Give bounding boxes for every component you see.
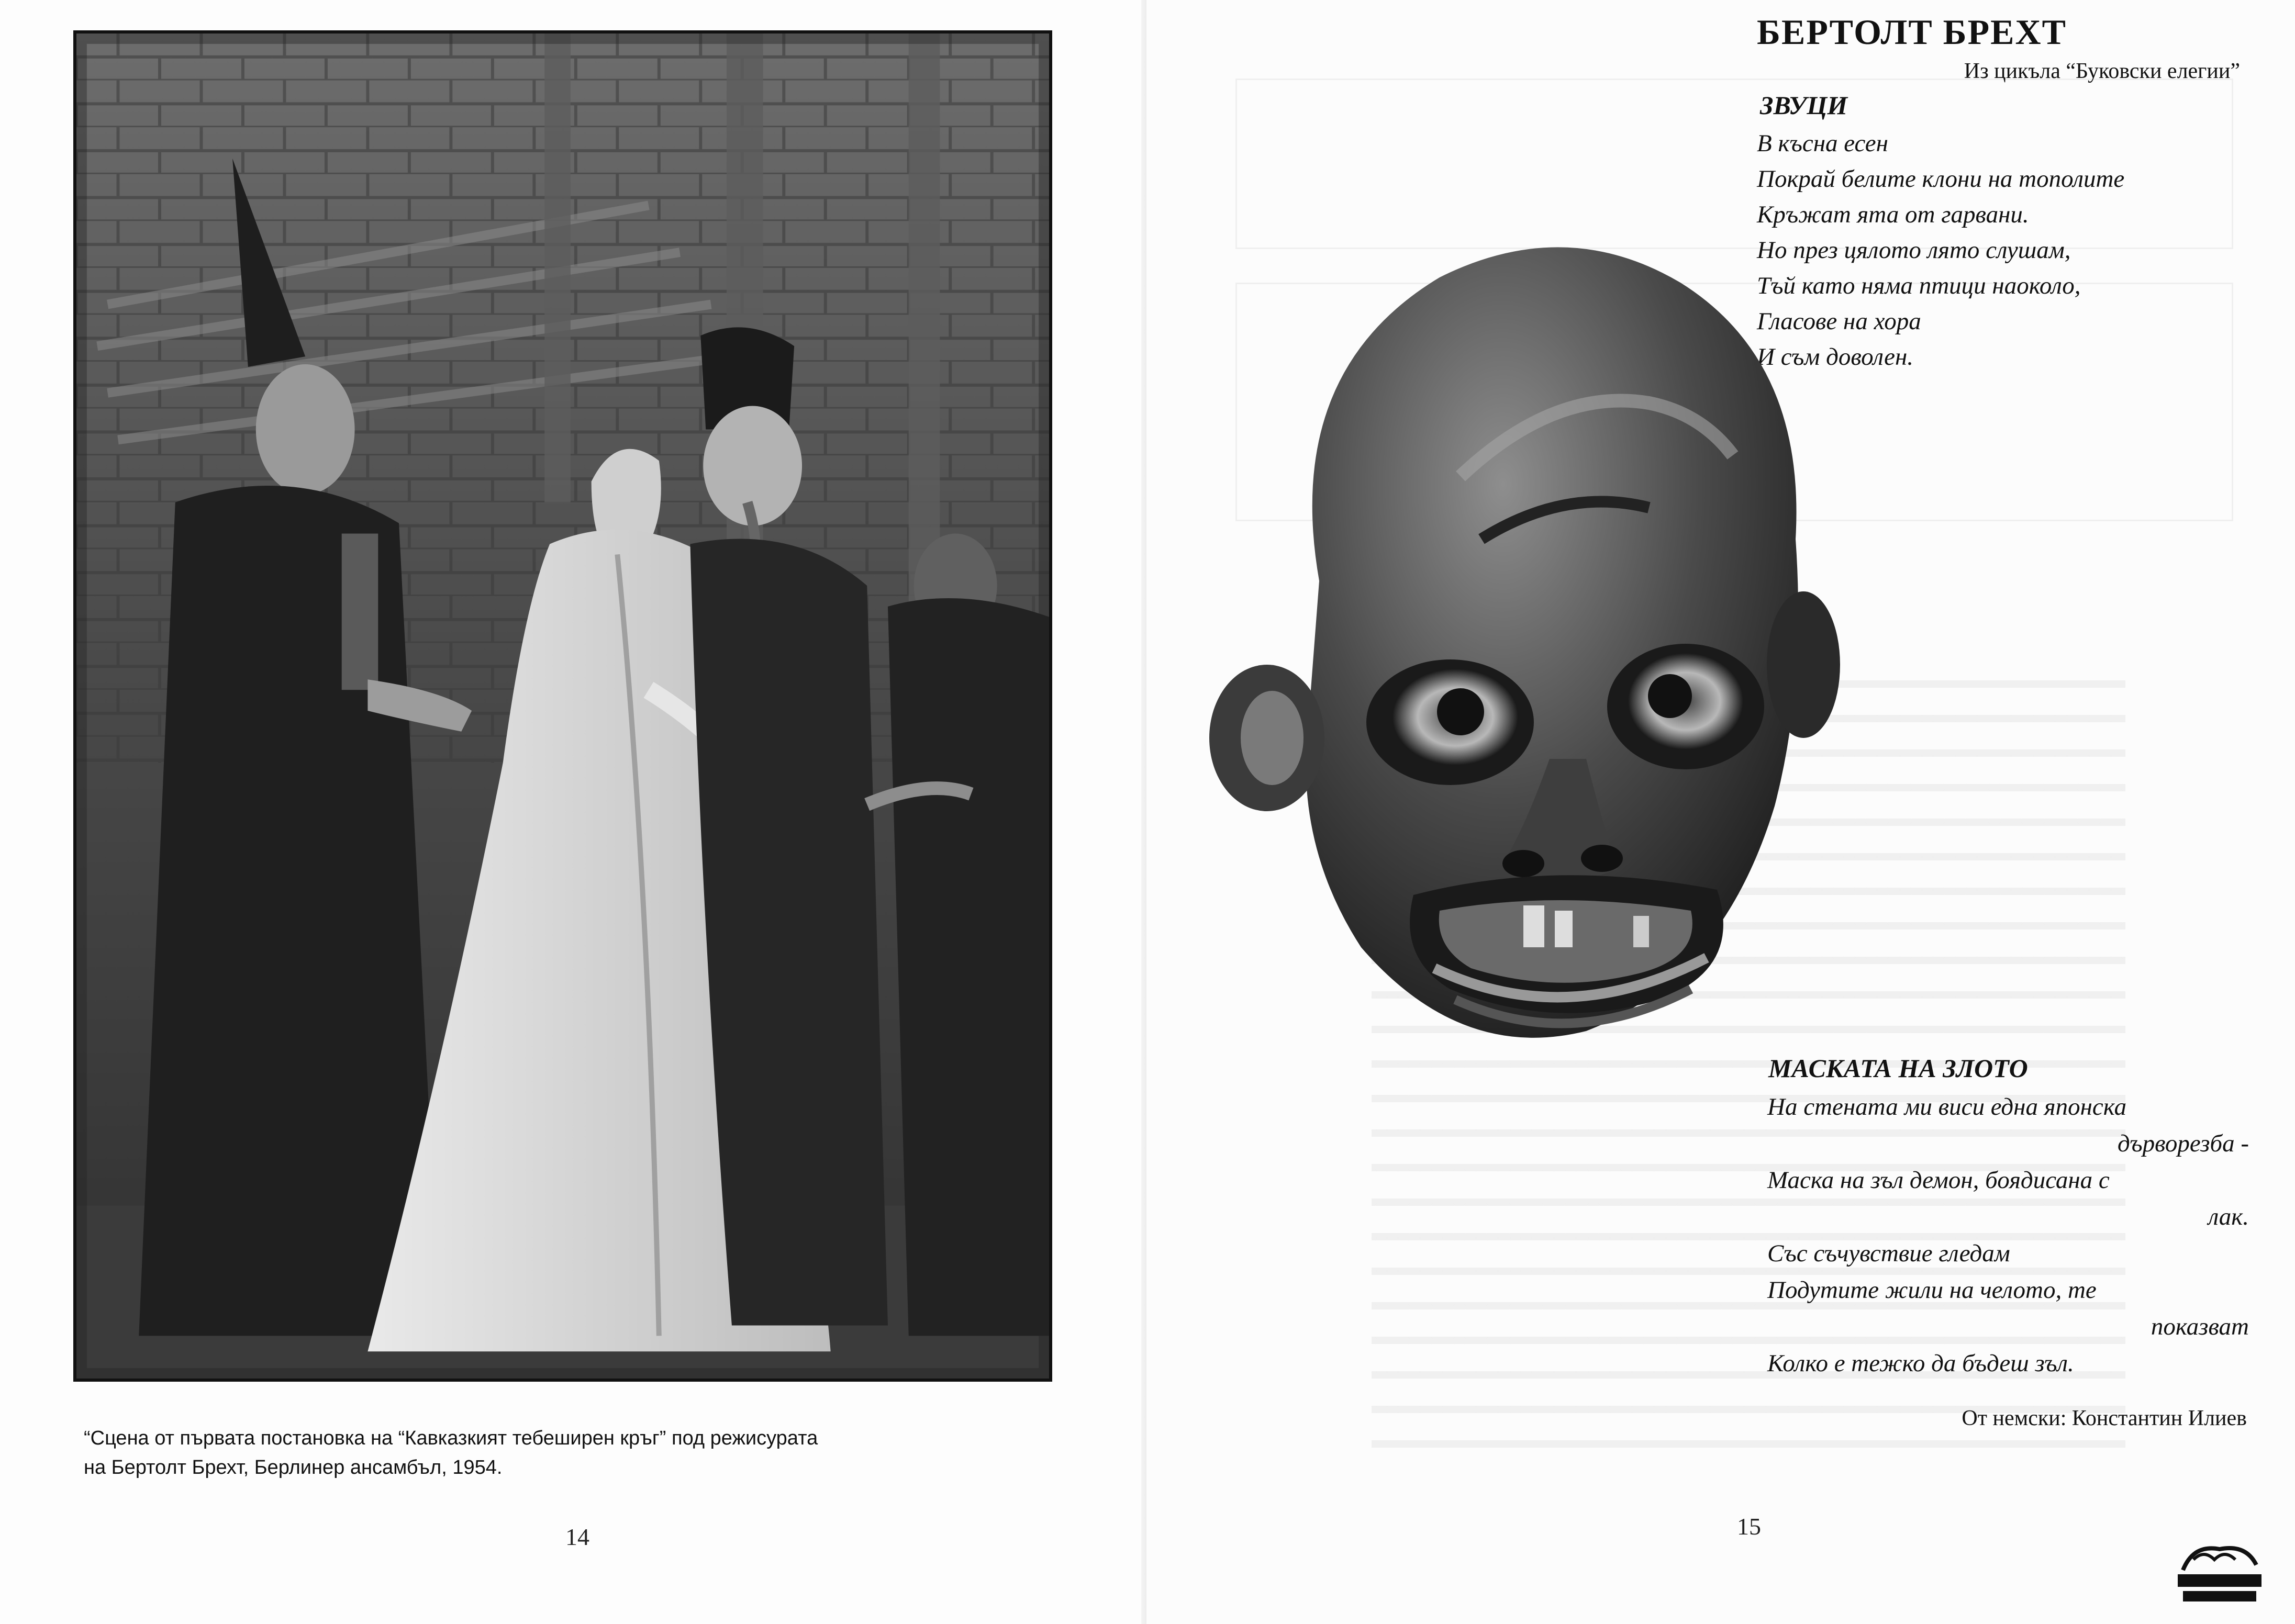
poem-line: Гласове на хора — [1757, 308, 1921, 335]
photo-caption — [84, 1424, 1078, 1482]
author-name: БЕРТОЛТ БРЕХТ — [1757, 12, 2067, 52]
demon-mask-illustration — [1188, 215, 1890, 1073]
poem-line: Колко е тежко да бъдеш зъл. — [1767, 1350, 2074, 1377]
poem-mask-of-evil — [1767, 1089, 2249, 1382]
poem-line: В късна есен — [1757, 130, 1888, 157]
poem-title-mask-of-evil: МАСКАТА НА ЗЛОТО — [1768, 1054, 2028, 1083]
poem-line: Тъй като няма птици наоколо, — [1757, 272, 2081, 299]
cycle-title: Из цикъла “Буковски елегии” — [1964, 59, 2240, 83]
poem-line: Подутите жили на челото, те — [1767, 1276, 2097, 1304]
poem-line: Маска на зъл демон, боядисана с — [1767, 1167, 2110, 1194]
page-number-right: 15 — [1737, 1513, 1761, 1540]
poem-line-continuation: показват — [2151, 1313, 2249, 1340]
poem-line: На стената ми виси една японска — [1767, 1093, 2127, 1121]
poem-line-continuation: лак. — [2208, 1203, 2249, 1230]
left-page — [0, 0, 1146, 1624]
poem-line: Кръжат ята от гарвани. — [1757, 201, 2029, 228]
national-theatre-logo-icon — [2173, 1539, 2267, 1607]
poem-line: И съм доволен. — [1757, 343, 1914, 371]
poem-line: Със съчувствие гледам — [1767, 1240, 2010, 1267]
poem-line: Но през цялото лято слушам, — [1757, 237, 2071, 264]
page-number-left: 14 — [565, 1524, 589, 1550]
poem-title-sounds: ЗВУЦИ — [1760, 91, 1848, 120]
poem-line-continuation: дърворезба - — [2118, 1130, 2249, 1157]
caption-line: на Бертолт Брехт, Берлинер ансамбъл, 1954. — [84, 1457, 503, 1479]
stage-photograph — [73, 30, 1052, 1382]
poem-line: Покрай белите клони на тополите — [1757, 165, 2125, 193]
translator-credit: От немски: Константин Илиев — [1962, 1406, 2247, 1430]
caption-line: “Сцена от първата постановка на “Кавказкият тебеширен кръг” под режисурата — [84, 1427, 818, 1449]
